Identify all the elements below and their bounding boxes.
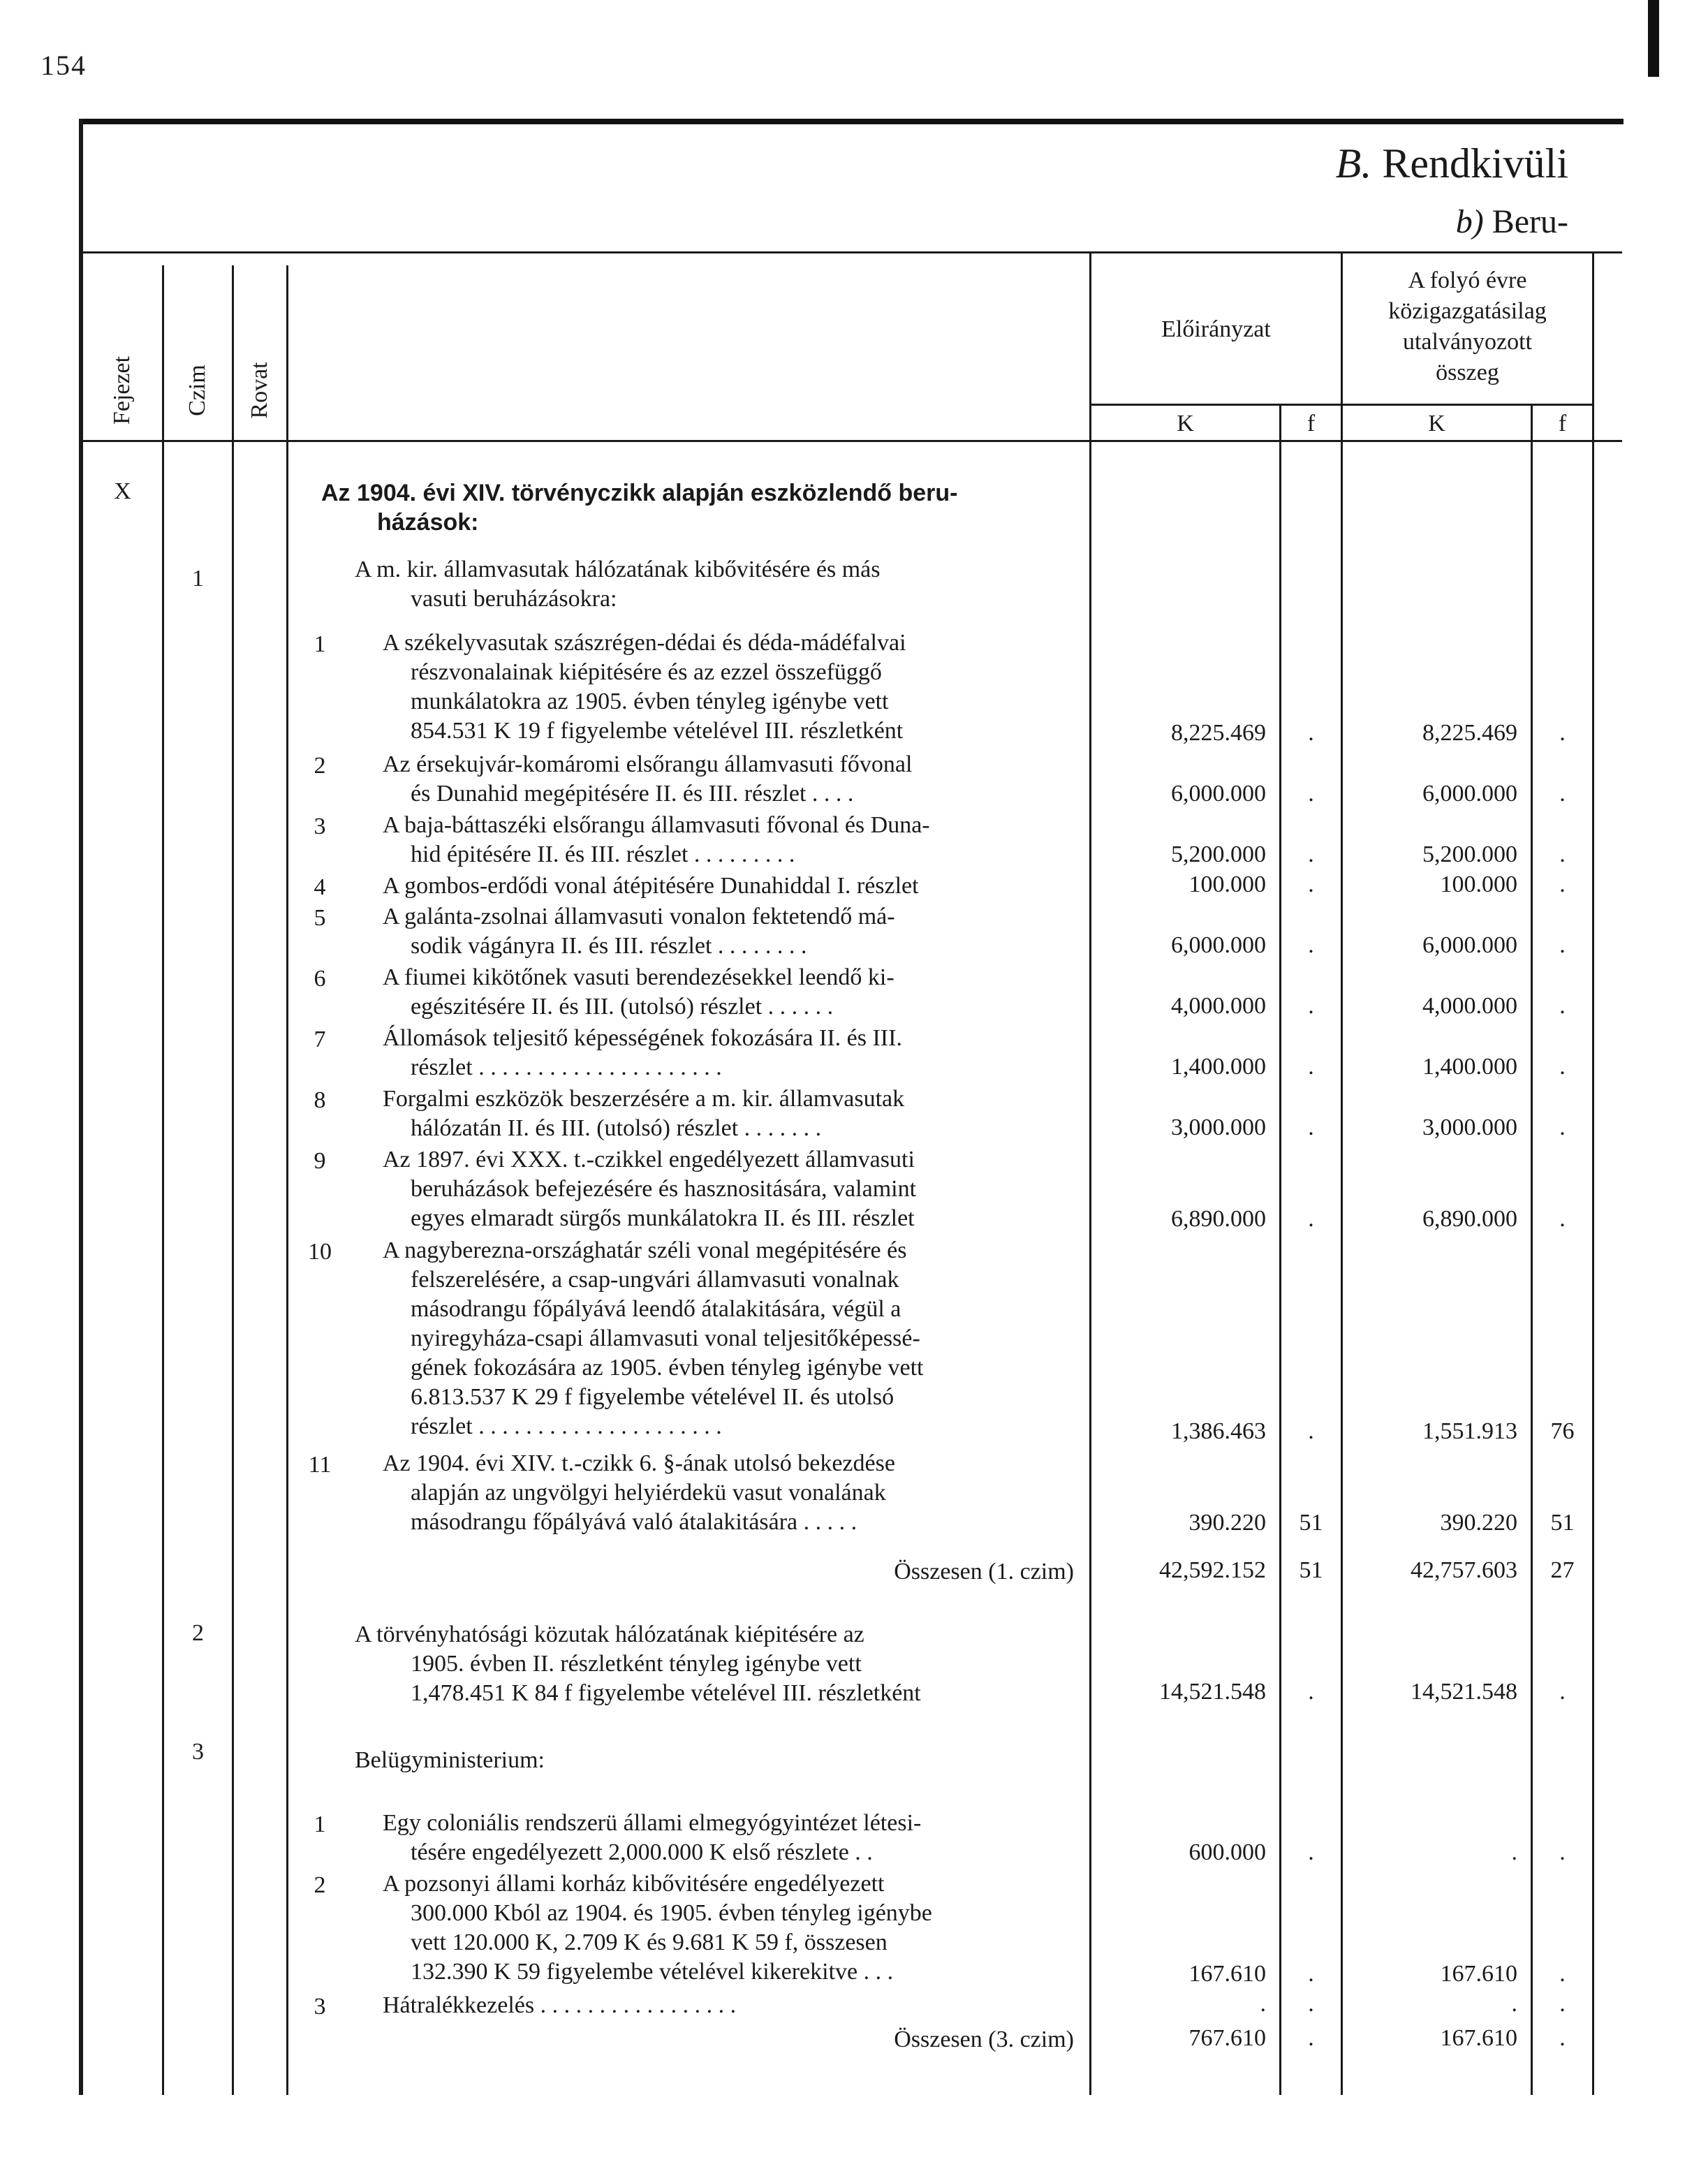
row-description	[383, 963, 895, 1022]
col-header-k1: K	[1177, 411, 1194, 436]
rovat-number: 4	[314, 874, 326, 900]
section-title	[321, 478, 957, 537]
col-header-eloiranyzat: Előirányzat	[1161, 316, 1271, 342]
amount-k1: 1,386.463	[1171, 1418, 1266, 1444]
row-description-line: A fiumei kikötőnek vasuti berendezésekkel leendő ki-	[383, 964, 895, 990]
amount-f1: .	[1308, 993, 1314, 1019]
row-description-line: és Dunahid megépitésére II. és III. részlet . . . .	[411, 781, 854, 807]
row-description-line: A nagyberezna-országhatár széli vonal megépitésére és	[383, 1237, 907, 1263]
folyo-line-4: összeg	[1436, 360, 1499, 385]
amount-k2: 8,225.469	[1422, 719, 1517, 746]
rovat-number: 11	[308, 1451, 332, 1478]
col-header-k2: K	[1428, 411, 1445, 436]
total-1-label: Összesen (1. czim)	[894, 1559, 1074, 1585]
row-description-line: vett 120.000 K, 2.709 K és 9.681 K 59 f, összesen	[411, 1929, 888, 1955]
row-description	[383, 1145, 916, 1233]
rovat-number: 7	[314, 1026, 326, 1052]
row-description-line: A gombos-erdődi vonal átépitésére Dunahiddal I. részlet	[383, 873, 919, 899]
amount-k2: .	[1511, 1991, 1517, 2017]
row-description	[383, 628, 906, 746]
row-description	[383, 811, 930, 869]
czim-1-line-1: A m. kir. államvasutak hálózatának kibővitésére és más	[355, 557, 881, 582]
rovat-number: 1	[314, 1811, 326, 1837]
amount-k1: 6,000.000	[1171, 932, 1266, 958]
amount-f1: .	[1308, 1115, 1314, 1140]
amount-f2: 76	[1550, 1418, 1575, 1444]
sub-heading	[1456, 203, 1568, 241]
amount-k2: 167.610	[1440, 1960, 1517, 1987]
row-description	[383, 1869, 932, 1987]
col-line-czim	[232, 265, 234, 2095]
rovat-number: 5	[314, 904, 326, 931]
amount-f2: .	[1559, 993, 1566, 1019]
czim-2-line: 1,478.451 K 84 f figyelembe vételével III. részletként	[411, 1680, 921, 1706]
row-description-line: 6.813.537 K 29 f figyelembe vételével II. és utolsó	[411, 1384, 895, 1410]
sub-heading-letter: b)	[1455, 203, 1484, 240]
row-description-line: Egy coloniális rendszerü állami elmegyógyintézet létesi-	[383, 1810, 922, 1836]
amount-f1: .	[1308, 719, 1314, 746]
row-description-line: hálózatán II. és III. (utolsó) részlet . . . . . . .	[411, 1115, 822, 1141]
amount-k2: 1,551.913	[1422, 1418, 1517, 1444]
amount-k1: 5,200.000	[1171, 841, 1266, 867]
amount-f1: .	[1308, 1054, 1314, 1080]
total-3-label: Összesen (3. czim)	[894, 2027, 1074, 2052]
amount-f1: .	[1308, 1205, 1314, 1232]
row-description	[383, 750, 912, 809]
czim-1-title	[355, 555, 881, 614]
col-header-f2: f	[1558, 411, 1567, 436]
amount-k2: 6,890.000	[1422, 1205, 1517, 1232]
amount-k2: 1,400.000	[1422, 1054, 1517, 1080]
row-description-line: Az 1897. évi XXX. t.-czikkel engedélyezett államvasuti	[383, 1146, 915, 1172]
czim-2-k1: 14,521.548	[1159, 1679, 1266, 1705]
total-1-f1: 51	[1299, 1557, 1323, 1583]
total-3-k1: 767.610	[1188, 2025, 1266, 2051]
amount-k1: 600.000	[1188, 1839, 1266, 1865]
top-rule	[80, 119, 1624, 124]
row-description-line: beruházások befejezésére és hasznositására, valamint	[411, 1175, 917, 1202]
total-3-f1: .	[1308, 2025, 1314, 2051]
row-description-line: egyes elmaradt sürgős munkálatokra II. és III. részlet	[411, 1205, 915, 1231]
section-title-line-1: Az 1904. évi XIV. törvényczikk alapján eszközlendő beru-	[321, 480, 958, 506]
amount-f1: .	[1308, 1839, 1314, 1865]
rovat-number: 9	[314, 1147, 326, 1174]
row-description-line: alapján az ungvölgyi helyiérdekü vasut vonalának	[411, 1479, 886, 1506]
sub-heading-title: Beru-	[1492, 203, 1568, 240]
rovat-number: 3	[314, 1994, 326, 2020]
row-description-line: munkálatokra az 1905. évben tényleg igénybe vett	[411, 689, 889, 714]
row-description-line: részvonalainak kiépitésére és az ezzel összefüggő	[411, 659, 882, 685]
amount-f1: .	[1308, 932, 1314, 958]
row-description-line: másodrangu főpályává leendő átalakitására, végül a	[411, 1296, 901, 1322]
amount-k2: 100.000	[1440, 872, 1517, 897]
col-line-fejezet	[162, 265, 164, 2095]
row-description-line: 854.531 K 19 f figyelembe vételével III. részletként	[411, 718, 904, 744]
row-description-line: A pozsonyi állami korház kibővitésére engedélyezett	[383, 1871, 885, 1897]
row-description	[383, 1991, 736, 2020]
rovat-number: 2	[314, 1872, 326, 1898]
czim-2-line: A törvényhatósági közutak hálózatának kiépitésére az	[355, 1622, 864, 1647]
amount-f2: 51	[1550, 1509, 1575, 1536]
row-description-line: sodik vágányra II. és III. részlet . . . . . . . .	[411, 932, 807, 959]
col-line-k2	[1341, 251, 1343, 2095]
amount-k1: 6,890.000	[1171, 1205, 1266, 1232]
czim-2-line: 1905. évben II. részletként tényleg igénybe vett	[411, 1651, 862, 1677]
amount-f2: .	[1559, 872, 1566, 897]
rovat-number: 10	[308, 1239, 332, 1265]
total-1-f2: 27	[1550, 1557, 1575, 1583]
total-3-k2: 167.610	[1440, 2025, 1517, 2051]
row-description-line: hid épitésére II. és III. részlet . . . . . . . . .	[411, 841, 795, 867]
amount-f2: .	[1559, 1991, 1566, 2017]
amount-k2: 390.220	[1440, 1509, 1517, 1536]
row-description-line: A baja-báttaszéki elsőrangu államvasuti fővonal és Duna-	[383, 812, 930, 838]
row-description-line: Hátralékkezelés . . . . . . . . . . . . . . . . .	[383, 1992, 737, 2018]
heading-title: Rendkivüli	[1382, 140, 1568, 186]
row-description-line: egészitésére II. és III. (utolsó) részlet . . . . . .	[411, 993, 834, 1020]
right-border	[1592, 251, 1594, 2095]
row-description-line: részlet . . . . . . . . . . . . . . . . . . . . .	[411, 1413, 722, 1439]
czim-2-number: 2	[192, 1620, 204, 1646]
folyo-line-1: A folyó évre	[1408, 267, 1527, 293]
row-description-line: tésére engedélyezett 2,000.000 K első részlete . .	[411, 1839, 873, 1865]
amount-f2: .	[1559, 1054, 1566, 1080]
amount-k2: 4,000.000	[1422, 993, 1517, 1019]
row-description-line: felszerelésére, a csap-ungvári államvasuti vonalnak	[411, 1267, 899, 1293]
amount-f2: .	[1559, 1960, 1566, 1987]
rovat-number: 8	[314, 1087, 326, 1113]
row-description-line: 132.390 K 59 figyelembe vételével kikerekitve . . .	[411, 1959, 894, 1985]
amount-k1: 3,000.000	[1171, 1115, 1266, 1140]
fejezet-value: X	[114, 478, 131, 504]
row-description-line: Az érsekujvár-komáromi elsőrangu államvasuti fővonal	[383, 751, 913, 777]
section-title-line-2: házások:	[377, 509, 479, 536]
amount-f1: .	[1308, 872, 1314, 897]
amount-k2: 5,200.000	[1422, 841, 1517, 867]
row-description-line: részlet . . . . . . . . . . . . . . . . . . . . .	[411, 1054, 722, 1080]
header-top-line	[79, 251, 1622, 253]
amount-k2: 6,000.000	[1422, 932, 1517, 958]
row-description	[383, 1449, 895, 1537]
rovat-number: 6	[314, 965, 326, 992]
col-header-rovat: Rovat	[246, 362, 272, 419]
amount-k1: 1,400.000	[1171, 1054, 1266, 1080]
rovat-number: 3	[314, 814, 326, 839]
section-heading	[1336, 140, 1568, 188]
row-description-line: gének fokozására az 1905. évben tényleg igénybe vett	[411, 1355, 924, 1381]
amount-f2: .	[1559, 1205, 1566, 1232]
col-line-k1	[1089, 251, 1091, 2095]
row-description-line: A galánta-zsolnai államvasuti vonalon fektetendő má-	[383, 903, 895, 929]
czim-2-f1: .	[1308, 1679, 1314, 1705]
col-header-czim: Czim	[184, 365, 210, 416]
row-description-line: Forgalmi eszközök beszerzésére a m. kir. államvasutak	[383, 1085, 905, 1112]
row-description	[383, 1084, 904, 1143]
total-3-f2: .	[1559, 2025, 1566, 2051]
row-description-line: 300.000 Kból az 1904. és 1905. évben tényleg igénybe	[411, 1900, 932, 1926]
rovat-number: 1	[314, 631, 326, 657]
row-description-line: A székelyvasutak szászrégen-dédai és déda-mádéfalvai	[383, 630, 906, 656]
amount-k2: 6,000.000	[1422, 780, 1517, 807]
row-description	[383, 1024, 902, 1082]
czim-1-number: 1	[192, 566, 204, 591]
czim-3-title: Belügyministerium:	[355, 1747, 545, 1773]
amount-k1: 4,000.000	[1171, 993, 1266, 1019]
amount-k2: 3,000.000	[1422, 1115, 1517, 1140]
col-header-f1: f	[1306, 411, 1316, 436]
amount-f1: .	[1308, 1960, 1314, 1987]
amount-f2: .	[1559, 932, 1566, 958]
czim-1-line-2: vasuti beruházásokra:	[411, 586, 617, 612]
row-description-line: Állomások teljesitő képességének fokozására II. és III.	[383, 1024, 902, 1051]
amount-k2: .	[1511, 1839, 1517, 1865]
folyo-line-2: közigazgatásilag	[1388, 298, 1547, 324]
amount-k1: .	[1260, 1991, 1266, 2017]
row-description-line: Az 1904. évi XIV. t.-czikk 6. §-ának utolsó bekezdése	[383, 1450, 895, 1476]
heading-letter: B.	[1335, 140, 1372, 186]
czim-2-k2: 14,521.548	[1411, 1679, 1517, 1705]
rovat-number: 2	[314, 753, 326, 779]
czim-2-text	[355, 1620, 921, 1708]
col-header-folyo	[1343, 265, 1592, 388]
czim-2-f2: .	[1559, 1679, 1566, 1705]
row-description	[383, 872, 919, 901]
amount-f1: .	[1308, 780, 1314, 807]
row-description	[383, 902, 895, 961]
amount-f2: .	[1559, 1839, 1566, 1865]
amount-f2: .	[1559, 841, 1566, 867]
row-description-line: nyiregyháza-csapi államvasuti vonal teljesitőképessé-	[411, 1325, 920, 1351]
left-border	[79, 119, 83, 2095]
amount-f1: 51	[1299, 1509, 1323, 1536]
amount-f1: .	[1308, 1991, 1314, 2017]
amount-k1: 100.000	[1188, 872, 1266, 897]
amount-k1: 8,225.469	[1171, 719, 1266, 746]
kf-subheader-line	[1089, 404, 1592, 406]
row-description	[383, 1809, 921, 1867]
amount-k1: 6,000.000	[1171, 780, 1266, 807]
amount-k1: 390.220	[1188, 1509, 1266, 1536]
czim-3-number: 3	[192, 1739, 204, 1765]
total-1-k1: 42,592.152	[1159, 1557, 1266, 1583]
total-1-k2: 42,757.603	[1411, 1557, 1517, 1583]
row-description	[383, 1236, 923, 1441]
header-bottom-line	[79, 440, 1622, 442]
col-header-fejezet: Fejezet	[109, 355, 135, 425]
amount-f1: .	[1308, 1418, 1314, 1444]
folyo-line-3: utalványozott	[1402, 329, 1533, 355]
corner-mark	[1648, 0, 1659, 77]
amount-f2: .	[1559, 719, 1566, 746]
page-number: 154	[41, 50, 87, 81]
amount-f2: .	[1559, 1115, 1566, 1140]
amount-f1: .	[1308, 841, 1314, 867]
row-description-line: másodrangu főpályává való átalakitására . . . . .	[411, 1508, 857, 1535]
amount-k1: 167.610	[1188, 1960, 1266, 1987]
amount-f2: .	[1559, 780, 1566, 807]
